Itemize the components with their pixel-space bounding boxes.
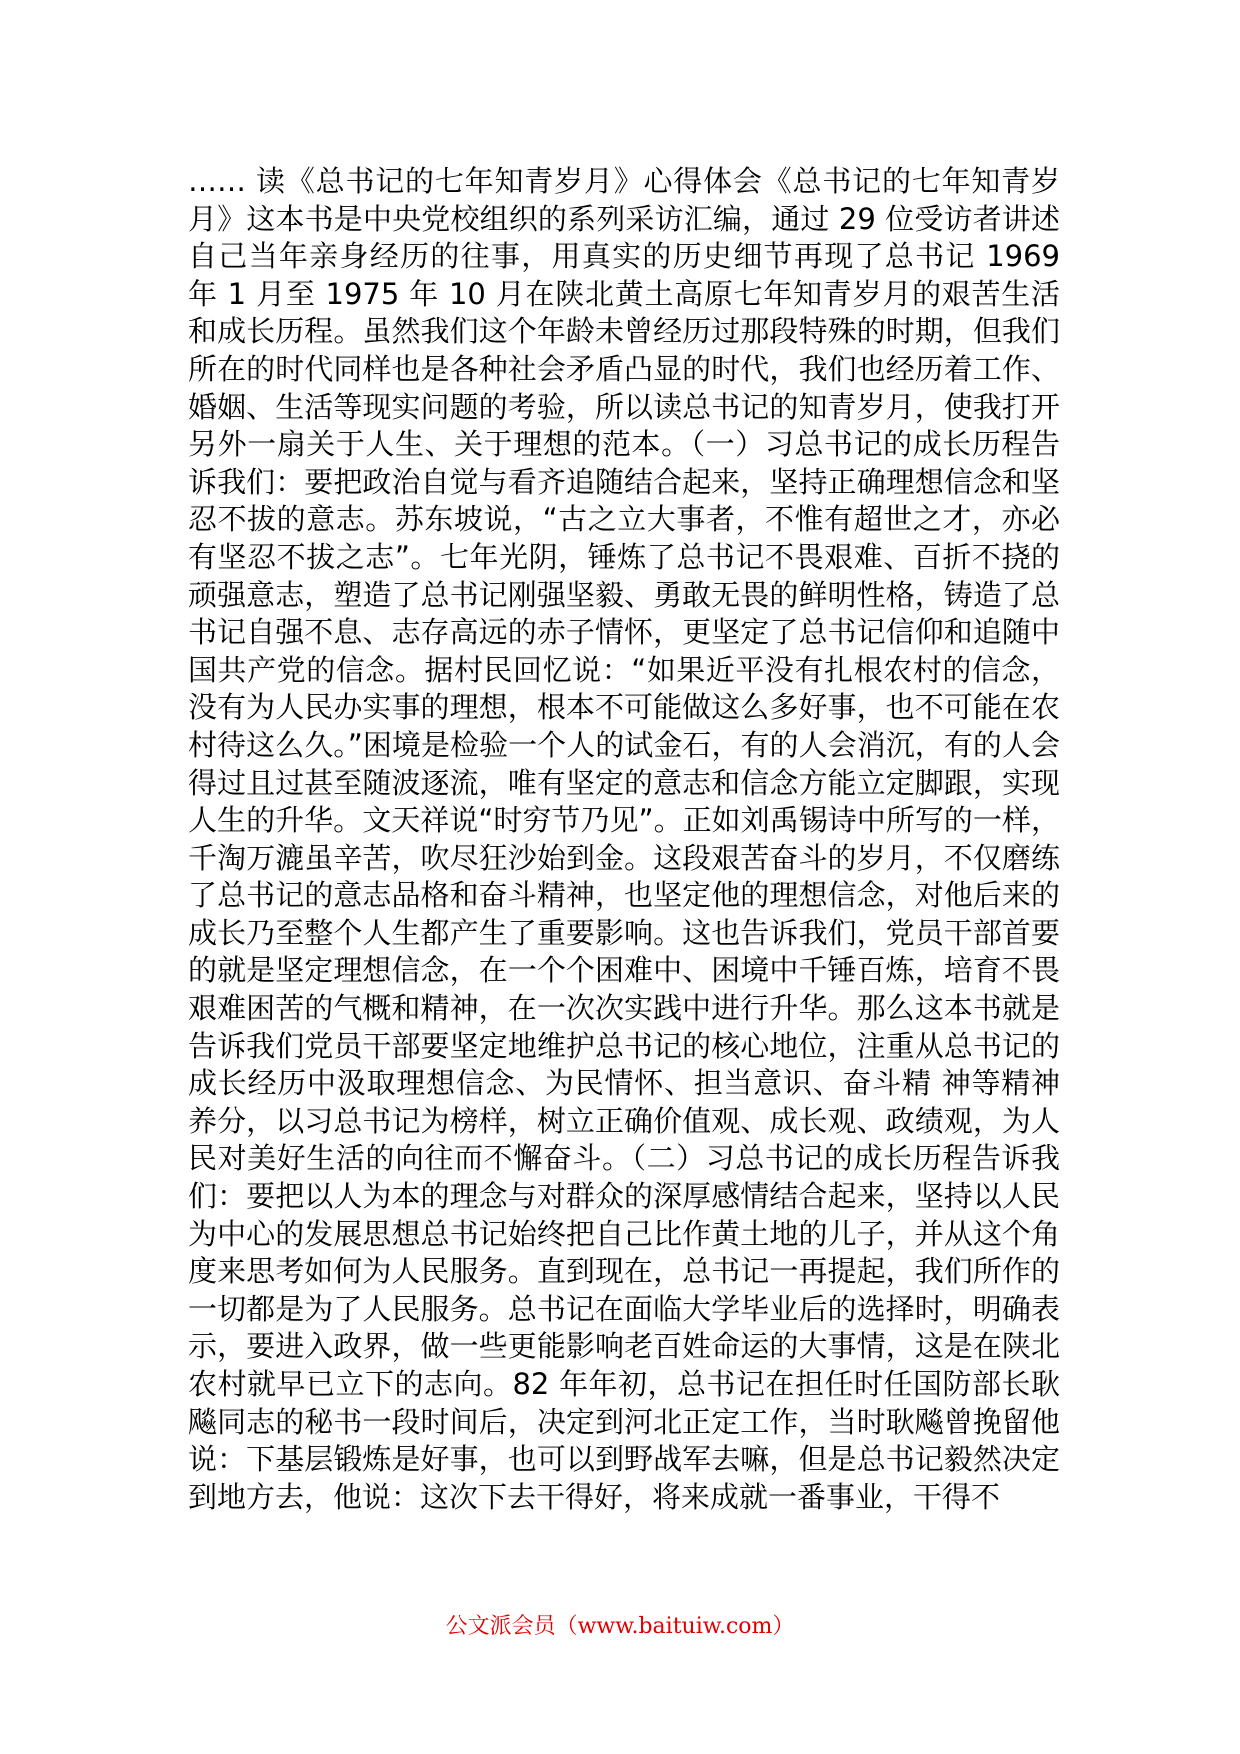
document-body	[188, 163, 1060, 1516]
body-paragraph: …… 读《总书记的七年知青岁月》心得体会《总书记的七年知青岁月》这本书是中央党校组织的系列采访汇编，通过 29 位受访者讲述自己当年亲身经历的往事，用真实的历史细节再现了总书记 1969 年 1 月至 1975 年 10 月在陕北黄土高原七年知青岁月的艰苦生活和成长历程。虽然我们这个年龄未曾经历过那段特殊的时期，但我们所在的时代同样也是各种社会矛盾凸显的时代，我们也经历着工作、婚姻、生活等现实问题的考验，所以读总书记的知青岁月，使我打开另外一扇关于人生、关于理想的范本。（一）习总书记的成长历程告诉我们：要把政治自觉与看齐追随结合起来，坚持正确理想信念和坚忍不拔的意志。苏东坡说，“古之立大事者，不惟有超世之才，亦必有坚忍不拔之志”。七年光阴，锤炼了总书记不畏艰难、百折不挠的顽强意志，塑造了总书记刚强坚毅、勇敢无畏的鲜明性格，铸造了总书记自强不息、志存高远的赤子情怀，更坚定了总书记信仰和追随中国共产党的信念。据村民回忆说：“如果近平没有扎根农村的信念，没有为人民办实事的理想，根本不可能做这么多好事，也不可能在农村待这么久。”困境是检验一个人的试金石，有的人会消沉，有的人会得过且过甚至随波逐流，唯有坚定的意志和信念方能立定脚跟，实现人生的升华。文天祥说“时穷节乃见”。正如刘禹锡诗中所写的一样，千淘万漉虽辛苦，吹尽狂沙始到金。这段艰苦奋斗的岁月，不仅磨练了总书记的意志品格和奋斗精神，也坚定他的理想信念，对他后来的成长乃至整个人生都产生了重要影响。这也告诉我们，党员干部首要的就是坚定理想信念，在一个个困难中、困境中千锤百炼，培育不畏艰难困苦的气概和精神，在一次次实践中进行升华。那么这本书就是告诉我们党员干部要坚定地维护总书记的核心地位，注重从总书记的成长经历中汲取理想信念、为民情怀、担当意识、奋斗精 神等精神养分，以习总书记为榜样，树立正确价值观、成长观、政绩观，为人民对美好生活的向往而不懈奋斗。（二）习总书记的成长历程告诉我们：要把以人为本的理念与对群众的深厚感情结合起来，坚持以人民为中心的发展思想总书记始终把自己比作黄土地的儿子，并从这个角度来思考如何为人民服务。直到现在，总书记一再提起，我们所作的一切都是为了人民服务。总书记在面临大学毕业后的选择时，明确表示，要进入政界，做一些更能影响老百姓命运的大事情，这是在陕北农村就早已立下的志向。82 年年初，总书记在担任时任国防部长耿飚同志的秘书一段时间后，决定到河北正定工作，当时耿飚曾挽留他说：下基层锻炼是好事，也可以到野战军去嘛，但是总书记毅然决定到地方去，他说：这次下去干得好，将来成就一番事业，干得不	[188, 164, 1060, 1514]
footer-watermark: 公文派会员（www.baituiw.com）	[445, 1614, 795, 1639]
